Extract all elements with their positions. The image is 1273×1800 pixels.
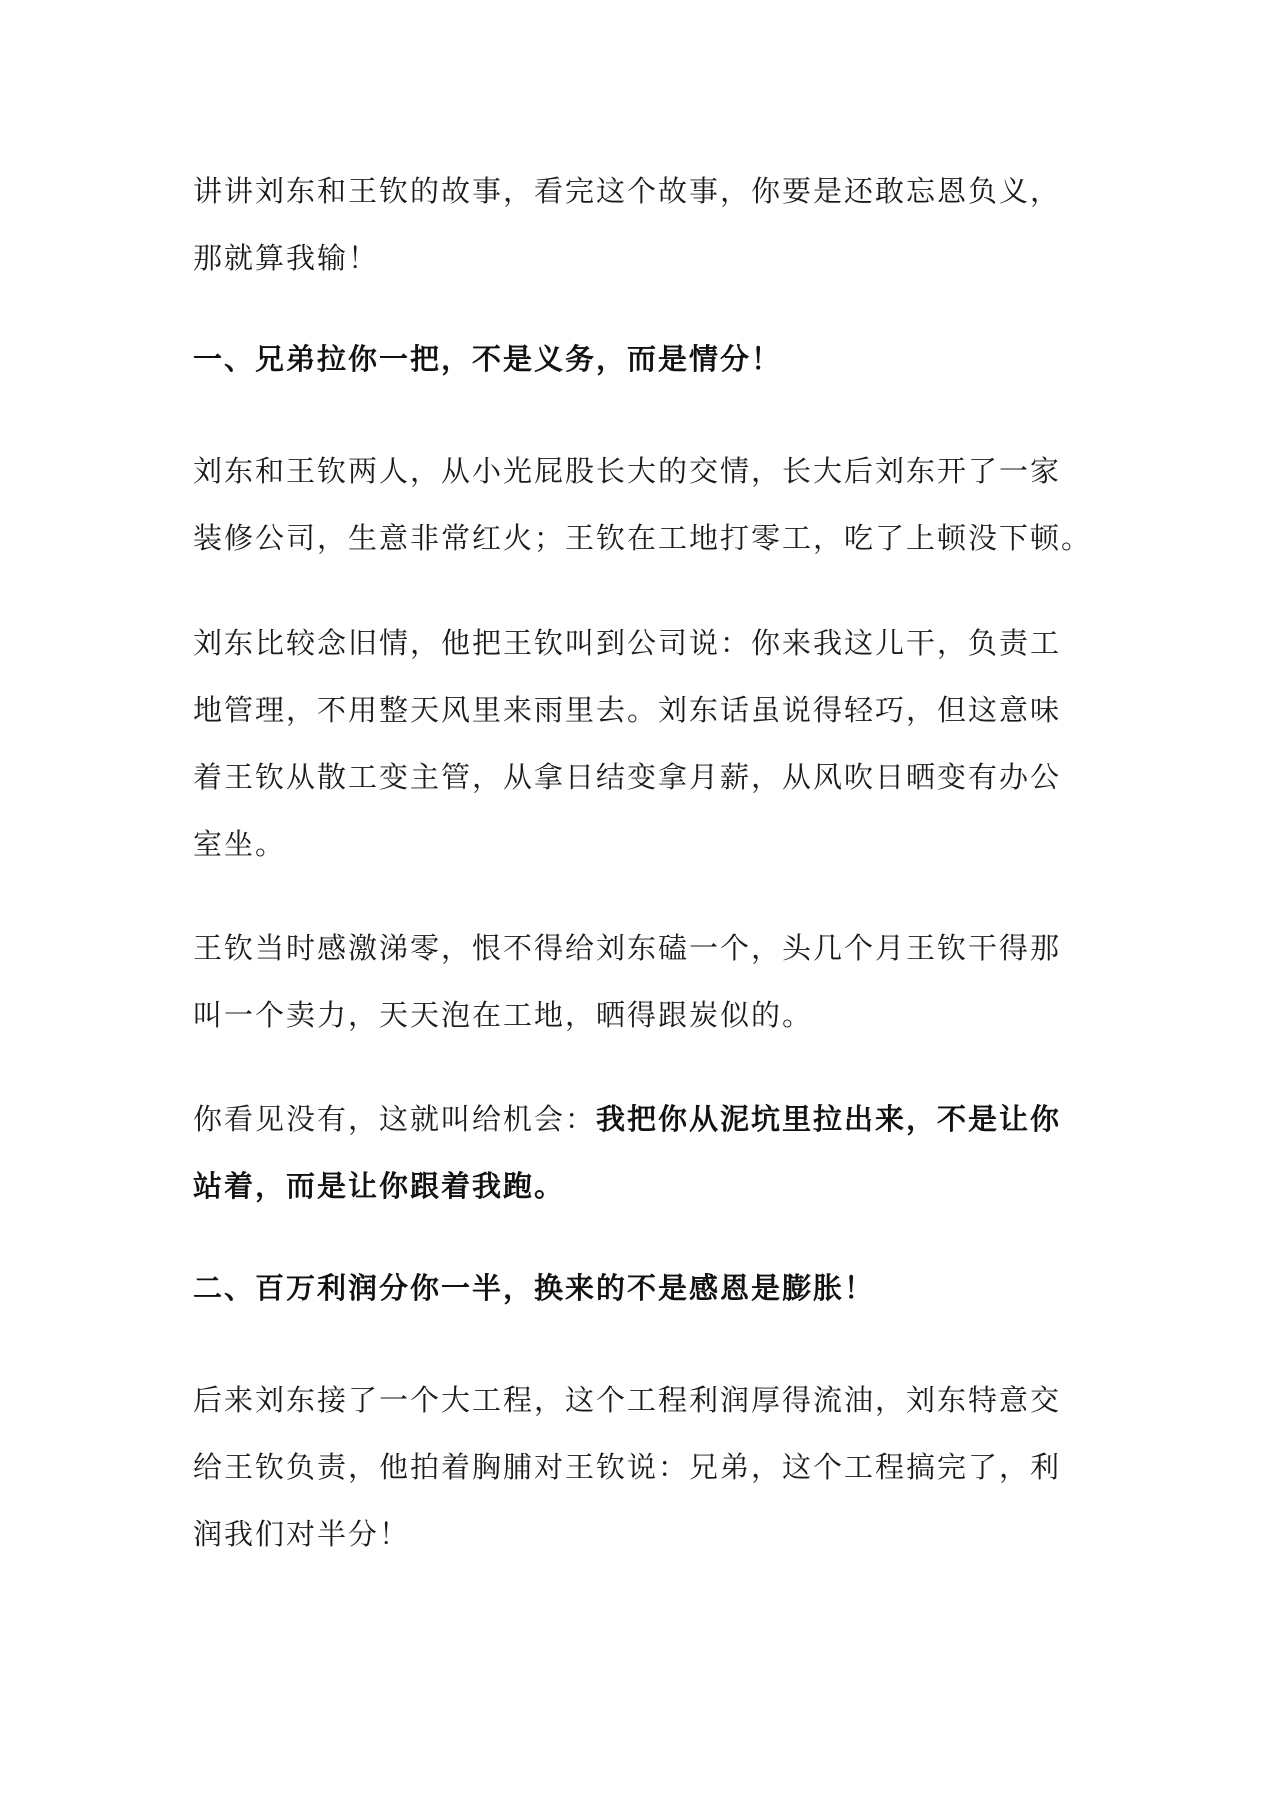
heading-text: 一、兄弟拉你一把，不是义务，而是情分！	[193, 342, 783, 376]
text-line: 装修公司，生意非常红火；王钦在工地打零工，吃了上顿没下顿。	[193, 521, 1093, 555]
text-line	[193, 1086, 1093, 1153]
heading-text: 二、百万利润分你一半，换来的不是感恩是膨胀！	[193, 1271, 876, 1305]
emphasis-text: 我把你从泥坑里拉出来，不是让你	[596, 1102, 1062, 1136]
text-line: 地管理，不用整天风里来雨里去。刘东话虽说得轻巧，但这意味	[193, 693, 1062, 727]
section1-paragraph-1	[193, 438, 1093, 572]
text-line: 着王钦从散工变主管，从拿日结变拿月薪，从风吹日晒变有办公	[193, 760, 1062, 794]
text-line: 叫一个卖力，天天泡在工地，晒得跟炭似的。	[193, 998, 814, 1032]
section1-paragraph-2	[193, 610, 1093, 878]
text-line: 那就算我输！	[193, 241, 380, 275]
text-line: 室坐。	[193, 827, 287, 861]
section2-paragraph-1	[193, 1367, 1093, 1568]
text-line: 王钦当时感激涕零，恨不得给刘东磕一个，头几个月王钦干得那	[193, 931, 1062, 965]
normal-text: 你看见没有，这就叫给机会：	[193, 1102, 597, 1136]
text-line: 刘东比较念旧情，他把王钦叫到公司说：你来我这儿干，负责工	[193, 626, 1062, 660]
section-heading-2	[193, 1255, 1093, 1322]
text-line: 后来刘东接了一个大工程，这个工程利润厚得流油，刘东特意交	[193, 1383, 1062, 1417]
text-line: 润我们对半分！	[193, 1517, 411, 1551]
text-line: 给王钦负责，他拍着胸脯对王钦说：兄弟，这个工程搞完了，利	[193, 1450, 1062, 1484]
section1-paragraph-3	[193, 915, 1093, 1049]
text-line: 刘东和王钦两人，从小光屁股长大的交情，长大后刘东开了一家	[193, 454, 1062, 488]
text-line: 讲讲刘东和王钦的故事，看完这个故事，你要是还敢忘恩负义，	[193, 174, 1062, 208]
section1-paragraph-4	[193, 1086, 1093, 1220]
section-heading-1	[193, 326, 1093, 393]
emphasis-text: 站着，而是让你跟着我跑。	[193, 1169, 566, 1203]
intro-paragraph	[193, 158, 1093, 292]
